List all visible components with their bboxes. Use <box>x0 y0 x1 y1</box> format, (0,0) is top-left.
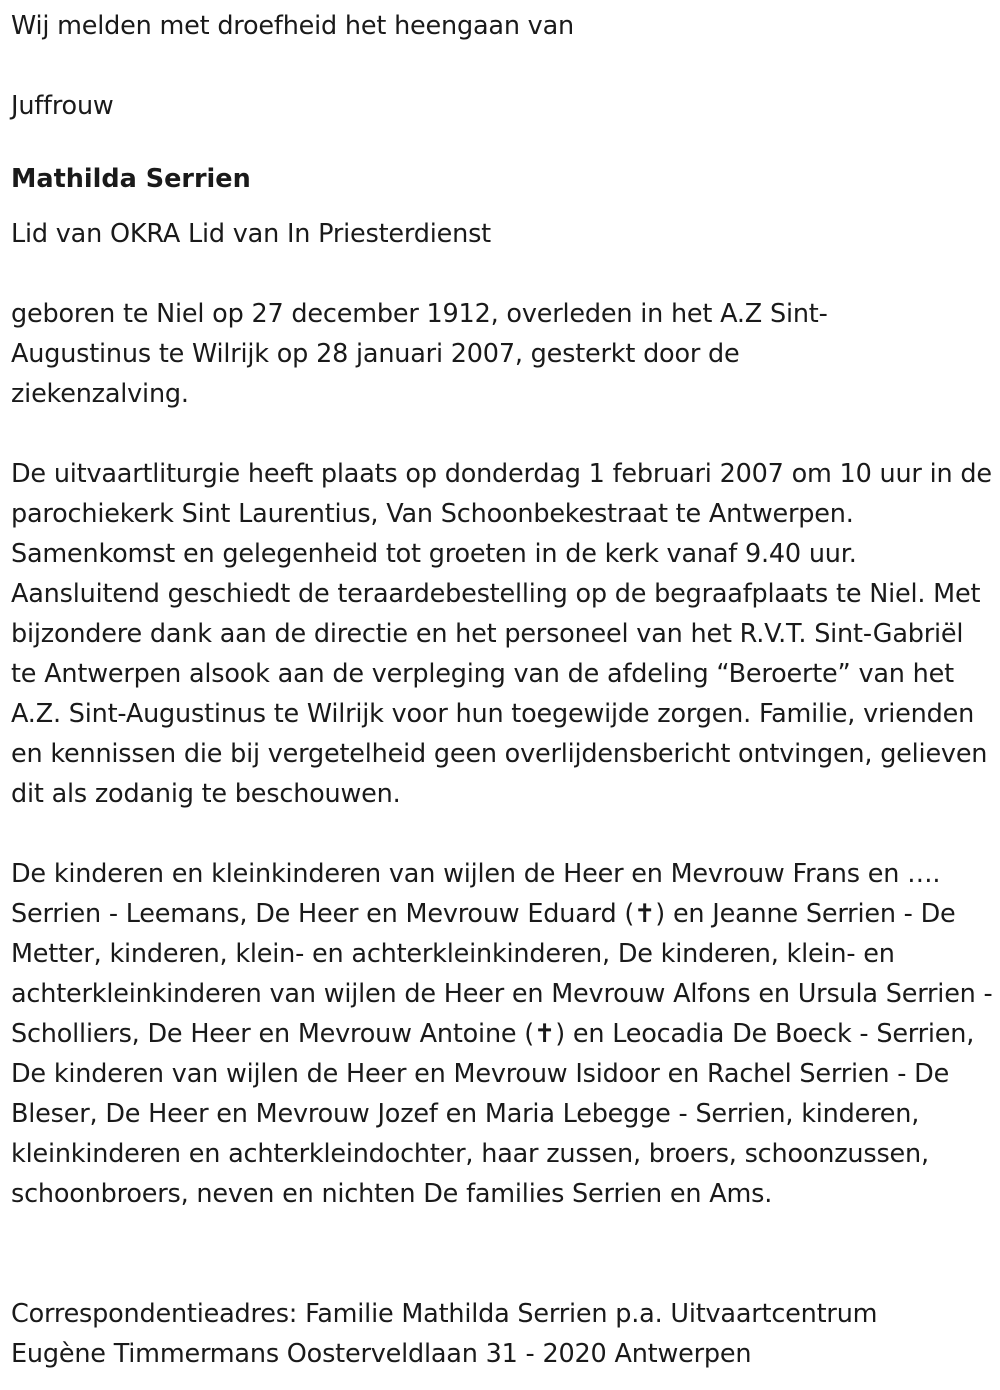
title-prefix: Juffrouw <box>11 91 114 121</box>
deceased-name: Mathilda Serrien <box>11 163 251 194</box>
funeral-paragraph: De uitvaartliturgie heeft plaats op donderdag 1 februari 2007 om 10 uur in de parochiekerk Sint Laurentius, Van Schoonbekestraat te Antwerpen. Samenkomst en gelegenheid tot groeten in de kerk vanaf 9.40 uur. Aansluitend geschiedt de teraardebestelling op de begraafplaats te Niel. Met bijzondere dank aan de directie en het personeel van het R.V.T. Sint-Gabriël te Antwerpen alsook aan de verpleging van de afdeling “Beroerte” van het A.Z. Sint-Augustinus te Wilrijk voor hun toegewijde zorgen. Familie, vrienden en kennissen die bij vergetelheid geen overlijdensbericht ontvingen, gelieven dit als zodanig te beschouwen. <box>11 459 992 809</box>
birth-death-paragraph: geboren te Niel op 27 december 1912, overleden in het A.Z Sint-Augustinus te Wilrijk op 28 januari 2007, gesterkt door de ziekenzalving. <box>11 299 828 409</box>
correspondence-address: Correspondentieadres: Familie Mathilda Serrien p.a. Uitvaartcentrum Eugène Timmermans Oosterveldlaan 31 - 2020 Antwerpen <box>11 1299 878 1369</box>
memberships-text: Lid van OKRA Lid van In Priesterdienst <box>11 219 491 249</box>
family-paragraph: De kinderen en kleinkinderen van wijlen de Heer en Mevrouw Frans en …. Serrien - Leemans, De Heer en Mevrouw Eduard (✝) en Jeanne Serrien - De Metter, kinderen, klein- en achterkleinkinderen, De kinderen, klein- en achterkleinkinderen van wijlen de Heer en Mevrouw Alfons en Ursula Serrien - Scholliers, De Heer en Mevrouw Antoine (✝) en Leocadia De Boeck - Serrien, De kinderen van wijlen de Heer en Mevrouw Isidoor en Rachel Serrien - De Bleser, De Heer en Mevrouw Jozef en Maria Lebegge - Serrien, kinderen, kleinkinderen en achterkleindochter, haar zussen, broers, schoonzussen, schoonbroers, neven en nichten De families Serrien en Ams. <box>11 859 993 1209</box>
intro-text: Wij melden met droefheid het heengaan van <box>11 11 574 41</box>
